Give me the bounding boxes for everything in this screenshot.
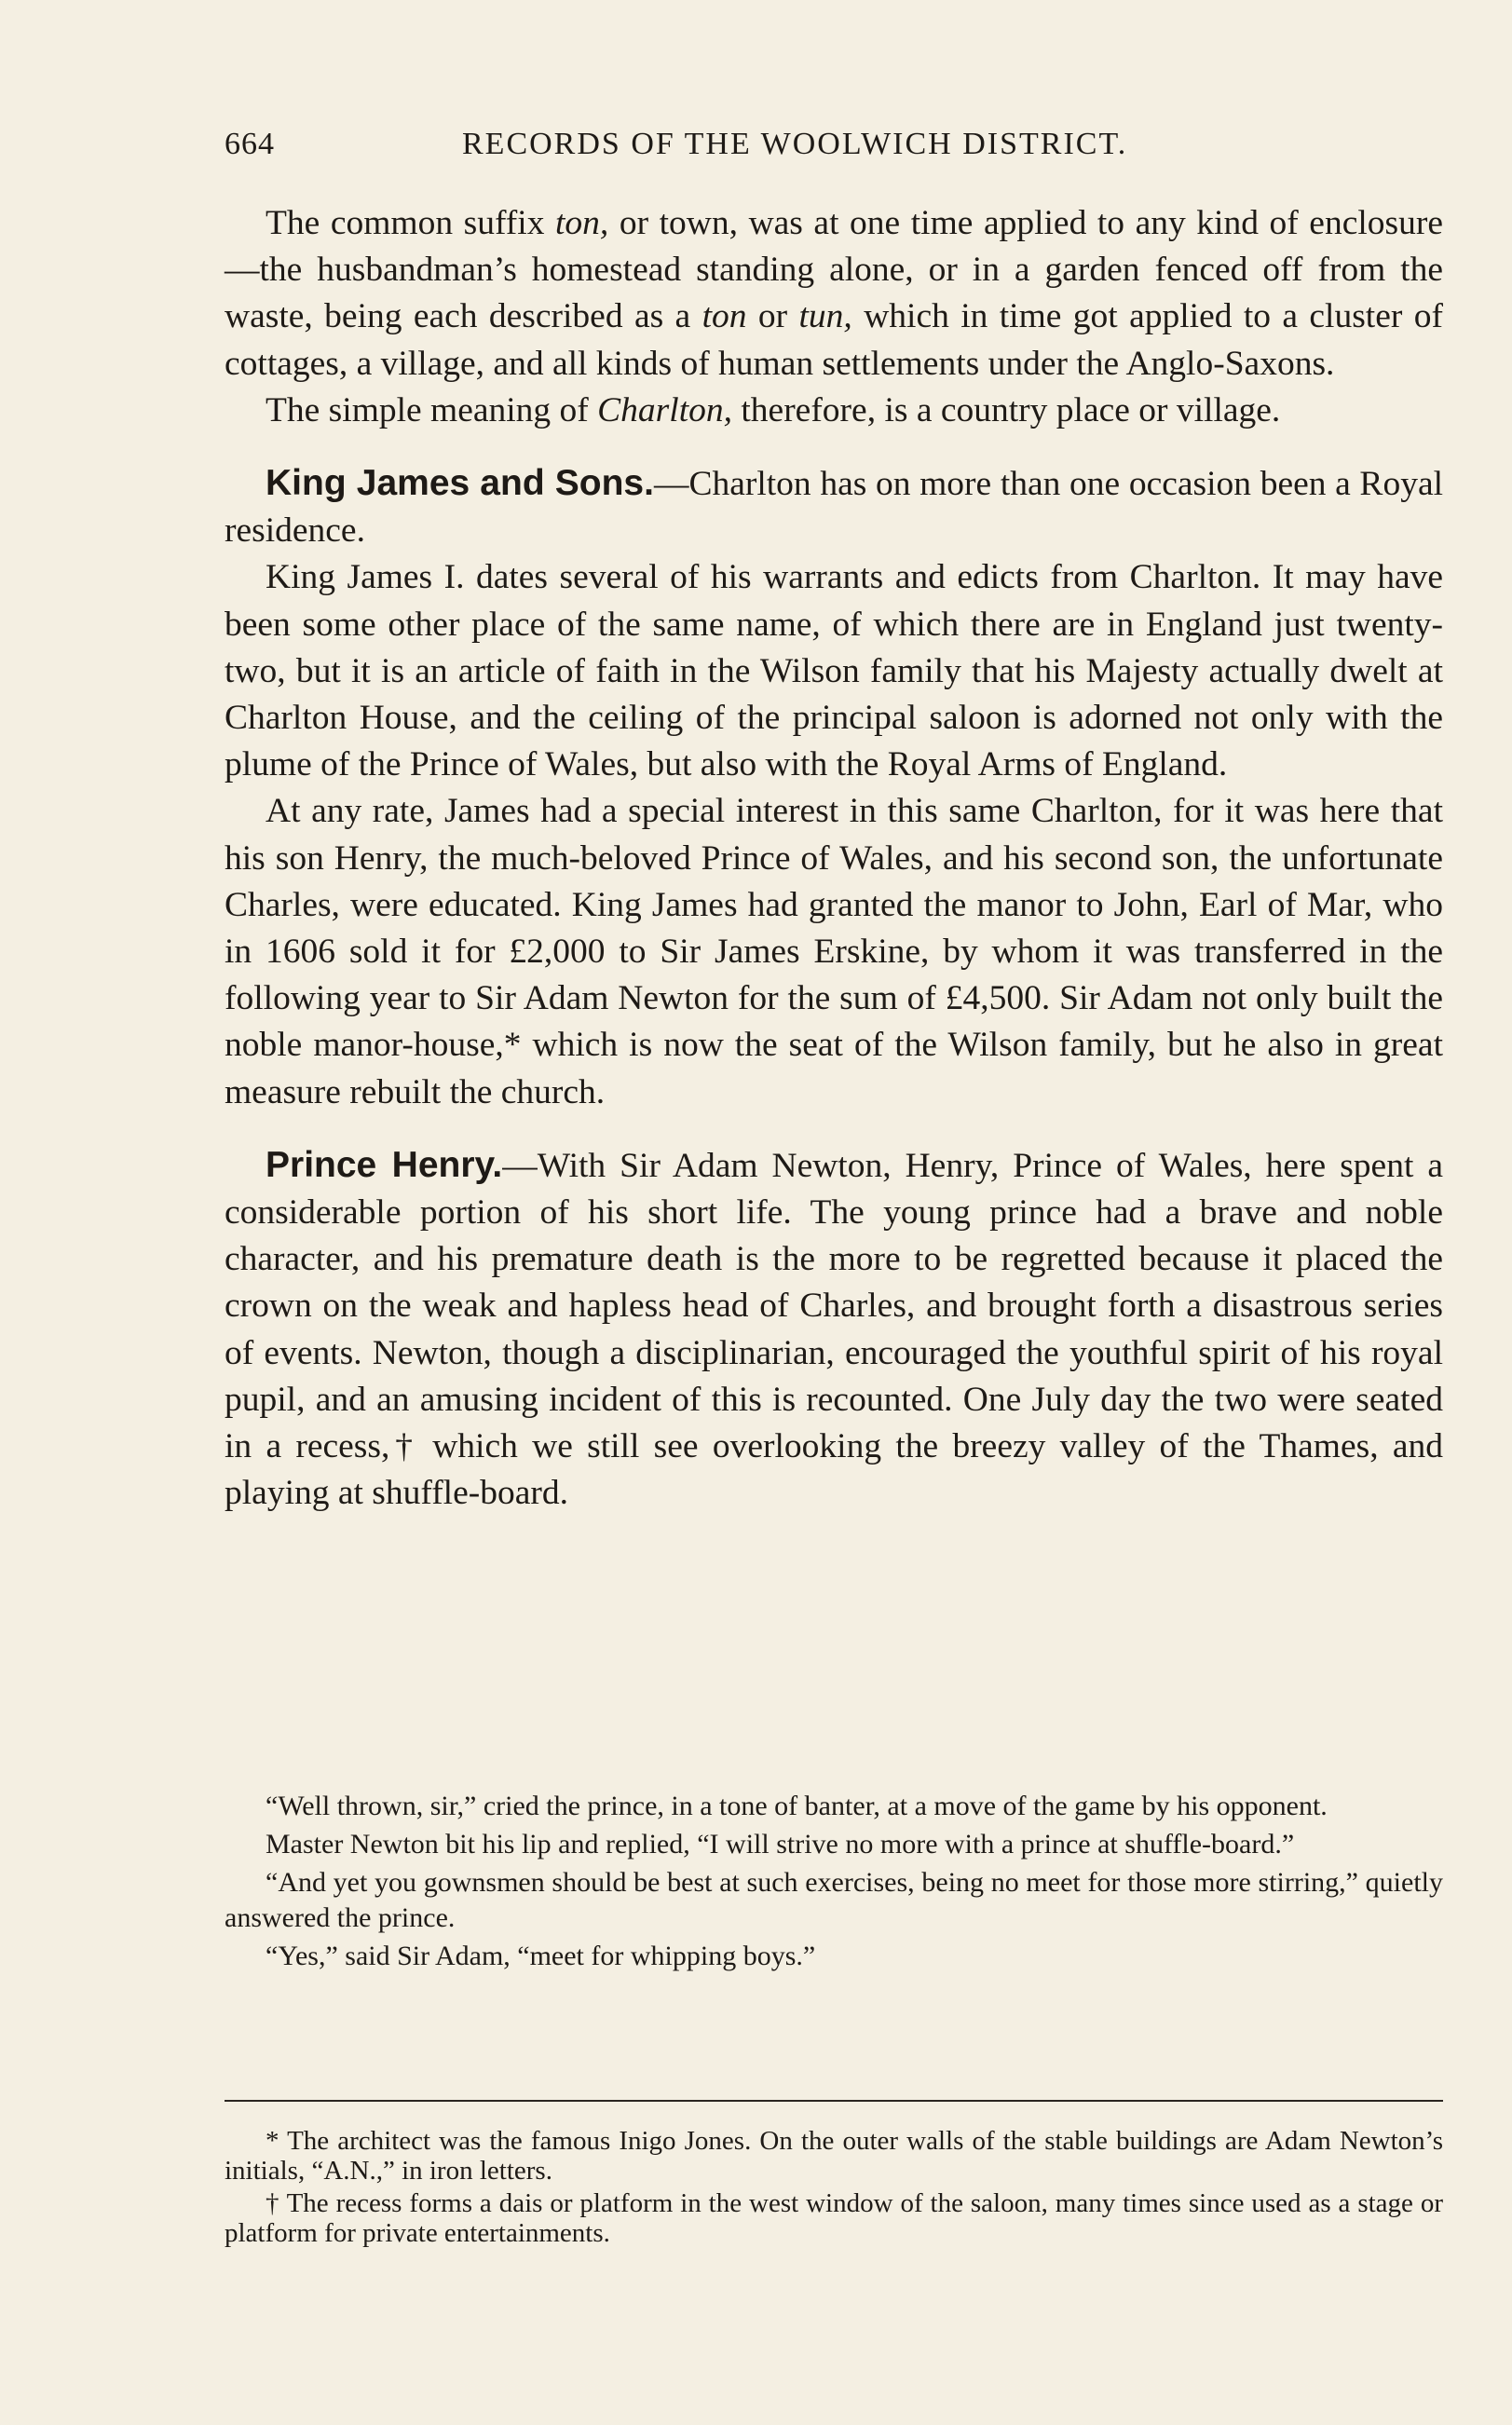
dialogue-block xyxy=(225,1789,1443,1977)
footnote-recess: † The recess forms a dais or platform in the west window of the saloon, many times since used as a stage or platform for private entertainments. xyxy=(225,2188,1443,2248)
dialogue-line: “And yet you gownsmen should be best at such exercises, being no meet for those more stirring,” quietly answered the prince. xyxy=(225,1867,1443,1933)
section-heading-prince-henry: Prince Henry. xyxy=(266,1144,503,1185)
paragraph-suffix-ton: The common suffix ton, or town, was at one time applied to any kind of enclosure—the husbandman’s homestead standing alone, or in a garden fenced off from the waste, being each described as a ton or tun, which in time got applied to a cluster of cottages, a village, and all kinds of human settlements under the Anglo-Saxons. xyxy=(225,204,1443,383)
section-heading-king-james: King James and Sons. xyxy=(266,463,654,504)
paragraph-king-james-warrants: King James I. dates several of his warrants and edicts from Charlton. It may have been some other place of the same name, of which there are in England just twenty-two, but it is an article of faith in the Wilson family that his Majesty actually dwelt at Charlton House, and the ceiling of the principal saloon is adorned not only with the plume of the Prince of Wales, but also with the Royal Arms of England. xyxy=(225,558,1443,784)
footnotes xyxy=(225,2126,1443,2251)
dialogue-line: Master Newton bit his lip and replied, “I will strive no more with a prince at shuffle-board.” xyxy=(266,1829,1295,1860)
footnote-divider xyxy=(225,2100,1443,2102)
section-prince-henry: Prince Henry.—With Sir Adam Newton, Henry, Prince of Wales, here spent a considerable portion of his short life. The young prince had a brave and noble character, and his premature death is the more to be regretted because it placed the crown on the weak and hapless head of Charles, and brought forth a disastrous series of events. Newton, though a disciplinarian, encouraged the youthful spirit of his royal pupil, and an amusing incident of this is recounted. One July day the two were seated in a recess,† which we still see overlooking the breezy valley of the Thames, and playing at shuffle-board. xyxy=(225,1144,1443,1513)
main-text xyxy=(225,200,1443,1517)
paragraph-meaning-charlton: The simple meaning of Charlton, therefore, is a country place or village. xyxy=(266,390,1281,429)
dialogue-line: “Well thrown, sir,” cried the prince, in a tone of banter, at a move of the game by his opponent. xyxy=(266,1791,1328,1821)
page-number: 664 xyxy=(225,127,275,161)
running-title: RECORDS OF THE WOOLWICH DISTRICT. xyxy=(462,127,1128,161)
footnote-architect: * The architect was the famous Inigo Jones. On the outer walls of the stable buildings are Adam Newton’s initials, “A.N.,” in iron letters. xyxy=(225,2126,1443,2186)
paragraph-manor-history: At any rate, James had a special interest in this same Charlton, for it was here that his son Henry, the much-beloved Prince of Wales, and his second son, the unfortunate Charles, were educated. King James had granted the manor to John, Earl of Mar, who in 1606 sold it for £2,000 to Sir James Erskine, by whom it was transferred in the following year to Sir Adam Newton for the sum of £4,500. Sir Adam not only built the noble manor-house,* which is now the seat of the Wilson family, but he also in great measure rebuilt the church. xyxy=(225,792,1443,1111)
dialogue-line: “Yes,” said Sir Adam, “meet for whipping boys.” xyxy=(266,1941,816,1971)
section-king-james: King James and Sons.—Charlton has on more than one occasion been a Royal residence. xyxy=(225,463,1444,551)
running-header xyxy=(225,127,1156,173)
